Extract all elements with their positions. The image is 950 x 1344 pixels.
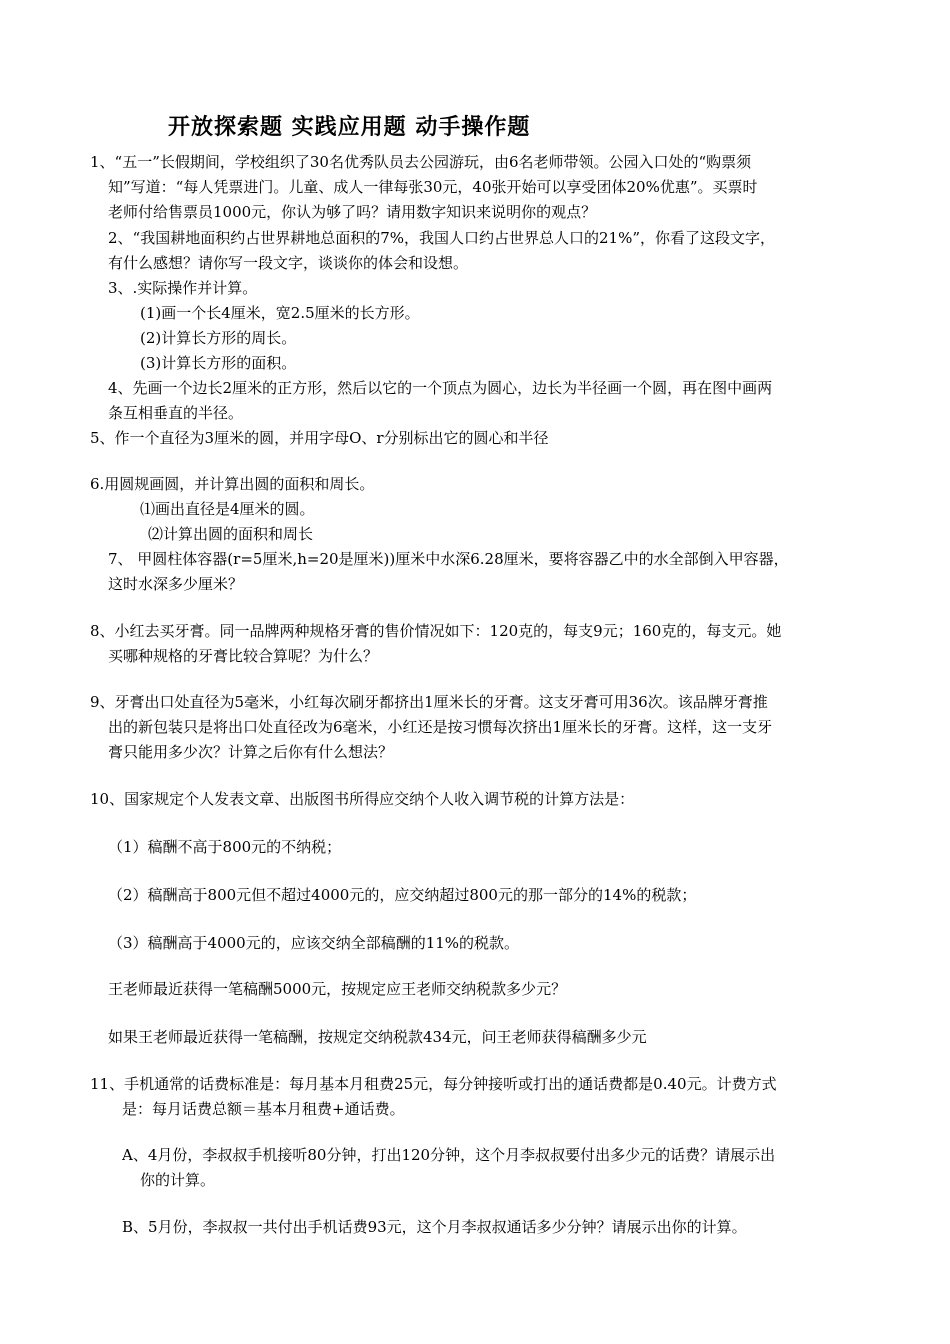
text-line: 1、“五一”长假期间，学校组织了30名优秀队员去公园游玩，由6名老师带领。公园入口处的“购票须	[90, 153, 752, 171]
text-line: ⑴画出直径是4厘米的圆。	[140, 500, 315, 518]
text-line: 7、 甲圆柱体容器(r=5厘米,h=20是厘米))厘米中水深6.28厘米，要将容器乙中的水全部倒入甲容器，	[108, 550, 789, 568]
text-line: 王老师最近获得一笔稿酬5000元，按规定应王老师交纳税款多少元？	[108, 980, 567, 998]
text-line: 4、先画一个边长2厘米的正方形，然后以它的一个顶点为圆心，边长为半径画一个圆，再在图中画两	[108, 379, 773, 397]
page-title: 开放探索题 实践应用题 动手操作题	[168, 114, 531, 140]
text-line: 10、国家规定个人发表文章、出版图书所得应交纳个人收入调节税的计算方法是：	[90, 790, 635, 808]
text-line: (1)画一个长4厘米，宽2.5厘米的长方形。	[140, 304, 420, 322]
text-line: 有什么感想？请你写一段文字，谈谈你的体会和设想。	[108, 254, 469, 272]
text-line: （3）稿酬高于4000元的，应该交纳全部稿酬的11%的税款。	[108, 934, 520, 952]
text-line: 知”写道：“每人凭票进门。儿童、成人一律每张30元，40张开始可以享受团体20%优惠”。买票时	[108, 178, 758, 196]
text-line: （2）稿酬高于800元但不超过4000元的，应交纳超过800元的那一部分的14%的税款；	[108, 886, 697, 904]
text-line: 出的新包装只是将出口处直径改为6毫米，小红还是按习惯每次挤出1厘米长的牙膏。这样，这一支牙	[108, 718, 773, 736]
text-line: A、4月份，李叔叔手机接听80分钟，打出120分钟，这个月李叔叔要付出多少元的话费？请展示出	[122, 1146, 776, 1164]
text-line: （1）稿酬不高于800元的不纳税；	[108, 838, 342, 856]
text-line: 条互相垂直的半径。	[108, 404, 244, 422]
text-line: 买哪种规格的牙膏比较合算呢？为什么？	[108, 647, 379, 665]
text-line: B、5月份，李叔叔一共付出手机话费93元，这个月李叔叔通话多少分钟？请展示出你的计算。	[122, 1218, 747, 1236]
text-line: (2)计算长方形的周长。	[140, 329, 297, 347]
text-line: 8、小红去买牙膏。同一品牌两种规格牙膏的售价情况如下：120克的，每支9元；160克的，每支元。她	[90, 622, 782, 640]
text-line: 9、牙膏出口处直径为5毫米，小红每次刷牙都挤出1厘米长的牙膏。这支牙膏可用36次。该品牌牙膏推	[90, 693, 768, 711]
text-line: 3、.实际操作并计算。	[108, 279, 258, 297]
text-line: 你的计算。	[140, 1171, 216, 1189]
text-line: 11、手机通常的话费标准是：每月基本月租费25元，每分钟接听或打出的通话费都是0.40元。计费方式	[90, 1075, 777, 1093]
text-line: 6.用圆规画圆，并计算出圆的面积和周长。	[90, 475, 375, 493]
text-line: 是：每月话费总额＝基本月租费+通话费。	[122, 1100, 405, 1118]
text-line: 这时水深多少厘米？	[108, 575, 244, 593]
text-line: 如果王老师最近获得一笔稿酬，按规定交纳税款434元，问王老师获得稿酬多少元	[108, 1028, 647, 1046]
text-line: (3)计算长方形的面积。	[140, 354, 297, 372]
text-line: 2、“我国耕地面积约占世界耕地总面积的7%，我国人口约占世界总人口的21%”，你看了这段文字，	[108, 229, 776, 247]
text-line: 膏只能用多少次？计算之后你有什么想法？	[108, 743, 394, 761]
text-line: 5、作一个直径为3厘米的圆，并用字母O、r分别标出它的圆心和半径	[90, 429, 549, 447]
text-line: 老师付给售票员1000元，你认为够了吗？请用数字知识来说明你的观点？	[108, 203, 597, 221]
text-line: ⑵计算出圆的面积和周长	[148, 525, 314, 543]
